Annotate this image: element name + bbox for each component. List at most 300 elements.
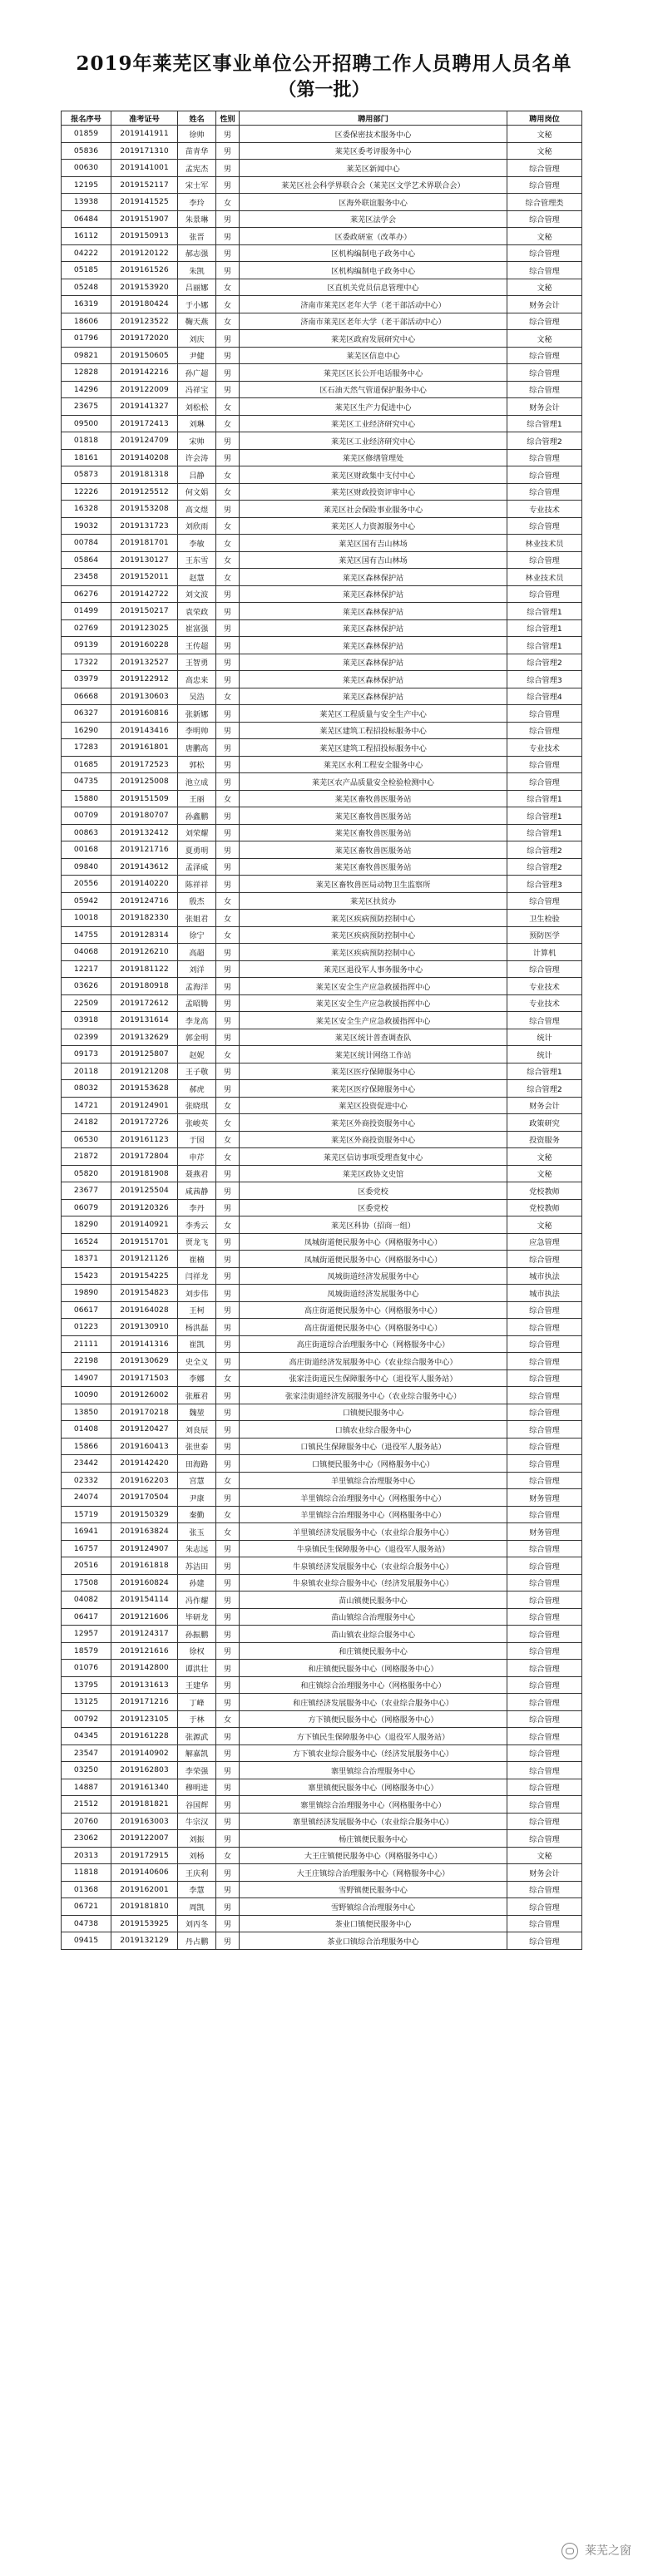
table-cell: 综合管理: [507, 1574, 582, 1591]
table-cell: 23547: [62, 1744, 111, 1762]
table-cell: 2019121208: [111, 1063, 178, 1080]
table-cell: 06079: [62, 1199, 111, 1216]
table-row: [62, 1574, 582, 1591]
table-cell: 04082: [62, 1591, 111, 1609]
table-cell: 19890: [62, 1285, 111, 1302]
table-cell: 2019161526: [111, 262, 178, 279]
table-cell: 综合管理: [507, 1301, 582, 1319]
table-cell: 莱芜区生产力促进中心: [240, 398, 507, 416]
table-cell: 女: [216, 926, 240, 944]
table-cell: 崔凯: [178, 1335, 216, 1353]
table-cell: 池立成: [178, 773, 216, 791]
table-cell: 高忠来: [178, 671, 216, 688]
table-cell: 崔富强: [178, 619, 216, 637]
table-cell: 18606: [62, 313, 111, 330]
table-cell: 06327: [62, 705, 111, 723]
table-cell: 孙鑫鹏: [178, 807, 216, 825]
table-cell: 高庄街道综合治理服务中心（网格服务中心）: [240, 1335, 507, 1353]
table-row: [62, 1097, 582, 1114]
table-cell: 牛宗汉: [178, 1813, 216, 1830]
table-cell: 16524: [62, 1233, 111, 1251]
table-cell: 男: [216, 126, 240, 143]
table-cell: 14296: [62, 381, 111, 398]
table-cell: 2019162001: [111, 1881, 178, 1898]
table-cell: 2019172612: [111, 994, 178, 1012]
table-row: [62, 790, 582, 807]
table-cell: 男: [216, 244, 240, 262]
table-cell: 综合管理: [507, 1762, 582, 1779]
table-cell: 18579: [62, 1642, 111, 1660]
table-row: [62, 756, 582, 773]
table-cell: 2019160824: [111, 1574, 178, 1591]
table-cell: 凤城街道便民服务中心（网格服务中心）: [240, 1233, 507, 1251]
table-cell: 刘良辰: [178, 1421, 216, 1439]
table-cell: 男: [216, 1404, 240, 1421]
table-row: [62, 1029, 582, 1046]
table-cell: 文秘: [507, 1216, 582, 1234]
table-cell: 综合管理: [507, 1438, 582, 1455]
table-row: [62, 1489, 582, 1507]
table-cell: 男: [216, 1779, 240, 1796]
table-cell: 00863: [62, 824, 111, 841]
table-cell: 17508: [62, 1574, 111, 1591]
table-cell: 综合管理: [507, 517, 582, 535]
table-row: [62, 1591, 582, 1609]
table-cell: 男: [216, 1301, 240, 1319]
table-cell: 16941: [62, 1523, 111, 1541]
table-cell: 综合管理: [507, 347, 582, 364]
table-cell: 城市执法: [507, 1285, 582, 1302]
table-cell: 于小娜: [178, 296, 216, 313]
table-cell: 莱芜区工程质量与安全生产中心: [240, 705, 507, 723]
table-cell: 2019181908: [111, 1165, 178, 1182]
table-cell: 2019128314: [111, 926, 178, 944]
table-cell: 女: [216, 1506, 240, 1523]
table-cell: 2019154225: [111, 1267, 178, 1285]
table-cell: 政策研究: [507, 1114, 582, 1132]
table-cell: 18371: [62, 1251, 111, 1268]
table-cell: 01368: [62, 1881, 111, 1898]
table-cell: 莱芜区森林保护站: [240, 569, 507, 586]
table-cell: 2019120122: [111, 244, 178, 262]
table-cell: 综合管理: [507, 1694, 582, 1711]
table-cell: 女: [216, 1148, 240, 1166]
table-cell: 女: [216, 1847, 240, 1864]
table-cell: 李明帅: [178, 722, 216, 739]
table-cell: 鞠天燕: [178, 313, 216, 330]
table-cell: 2019123105: [111, 1710, 178, 1728]
table-cell: 男: [216, 1676, 240, 1694]
table-cell: 寨里镇综合治理服务中心: [240, 1762, 507, 1779]
table-cell: 高庄街道经济发展服务中心（农业综合服务中心）: [240, 1353, 507, 1370]
table-cell: 2019121606: [111, 1608, 178, 1626]
table-cell: 夏勇明: [178, 841, 216, 859]
table-cell: 女: [216, 483, 240, 501]
table-cell: 林业技术员: [507, 535, 582, 552]
table-cell: 综合管理2: [507, 858, 582, 876]
table-row: [62, 1779, 582, 1796]
table-cell: 2019121716: [111, 841, 178, 859]
header-cell: 姓名: [178, 111, 216, 126]
table-cell: 莱芜区畜牧兽医局动物卫生监察所: [240, 876, 507, 893]
table-cell: 综合管理: [507, 1540, 582, 1557]
table-row: [62, 722, 582, 739]
table-row: [62, 1710, 582, 1728]
table-cell: 综合管理3: [507, 876, 582, 893]
table-cell: 男: [216, 671, 240, 688]
table-row: [62, 1626, 582, 1643]
table-cell: 综合管理: [507, 1660, 582, 1677]
table-row: [62, 1796, 582, 1814]
table-cell: 孙建: [178, 1574, 216, 1591]
table-row: [62, 1864, 582, 1882]
table-cell: 综合管理1: [507, 637, 582, 654]
table-cell: 22509: [62, 994, 111, 1012]
table-cell: 2019180707: [111, 807, 178, 825]
table-cell: 男: [216, 841, 240, 859]
table-cell: 专业技术: [507, 501, 582, 518]
table-row: [62, 858, 582, 876]
table-cell: 和庄镇综合治理服务中心（网格服务中心）: [240, 1676, 507, 1694]
table-cell: 2019172523: [111, 756, 178, 773]
table-cell: 男: [216, 1762, 240, 1779]
table-row: [62, 535, 582, 552]
table-cell: 2019122009: [111, 381, 178, 398]
table-cell: 2019140220: [111, 876, 178, 893]
table-cell: 何文娟: [178, 483, 216, 501]
table-cell: 莱芜区农产品质量安全检验检测中心: [240, 773, 507, 791]
table-cell: 20760: [62, 1813, 111, 1830]
table-cell: 男: [216, 1438, 240, 1455]
table-cell: 2019182330: [111, 910, 178, 927]
table-cell: 男: [216, 756, 240, 773]
table-cell: 2019142722: [111, 585, 178, 603]
table-cell: 男: [216, 1182, 240, 1200]
table-cell: 2019160816: [111, 705, 178, 723]
table-cell: 男: [216, 176, 240, 194]
table-cell: 大王庄镇综合治理服务中心（网格服务中心）: [240, 1864, 507, 1882]
table-cell: 2019124317: [111, 1626, 178, 1643]
table-cell: 综合管理: [507, 1779, 582, 1796]
table-cell: 01818: [62, 432, 111, 450]
table-cell: 女: [216, 551, 240, 569]
table-cell: 2019181821: [111, 1796, 178, 1814]
table-cell: 徐权: [178, 1642, 216, 1660]
table-cell: 济南市莱芜区老年大学（老干部活动中心）: [240, 296, 507, 313]
table-cell: 13795: [62, 1676, 111, 1694]
table-cell: 06617: [62, 1301, 111, 1319]
table-cell: 王传超: [178, 637, 216, 654]
table-cell: 2019161228: [111, 1728, 178, 1745]
table-cell: 区石油天然气管道保护服务中心: [240, 381, 507, 398]
table-cell: 张玉: [178, 1523, 216, 1541]
table-row: [62, 1676, 582, 1694]
table-cell: 区机构编制电子政务中心: [240, 244, 507, 262]
table-row: [62, 926, 582, 944]
table-row: [62, 381, 582, 398]
table-cell: 男: [216, 1063, 240, 1080]
table-cell: 女: [216, 1046, 240, 1063]
table-cell: 卫生检验: [507, 910, 582, 927]
table-cell: 宋帅: [178, 432, 216, 450]
table-cell: 男: [216, 1642, 240, 1660]
table-cell: 03918: [62, 1012, 111, 1029]
table-row: [62, 1369, 582, 1387]
table-cell: 00792: [62, 1710, 111, 1728]
header-cell: 报名序号: [62, 111, 111, 126]
header-cell: 性别: [216, 111, 240, 126]
table-row: [62, 1267, 582, 1285]
table-cell: 2019160413: [111, 1438, 178, 1455]
table-cell: 赵妮: [178, 1046, 216, 1063]
table-cell: 01223: [62, 1319, 111, 1336]
table-cell: 张雁君: [178, 1387, 216, 1404]
table-cell: 01685: [62, 756, 111, 773]
table-cell: 莱芜区森林保护站: [240, 585, 507, 603]
table-cell: 23458: [62, 569, 111, 586]
table-cell: 男: [216, 1813, 240, 1830]
table-cell: 06530: [62, 1131, 111, 1148]
table-cell: 02332: [62, 1472, 111, 1489]
table-cell: 2019141327: [111, 398, 178, 416]
table-cell: 2019123025: [111, 619, 178, 637]
table-cell: 04345: [62, 1728, 111, 1745]
table-row: [62, 824, 582, 841]
table-cell: 莱芜区投资促进中心: [240, 1097, 507, 1114]
table-cell: 宫慧: [178, 1472, 216, 1489]
table-cell: 莱芜区委考评服务中心: [240, 142, 507, 160]
table-row: [62, 1523, 582, 1541]
table-cell: 20516: [62, 1557, 111, 1575]
table-cell: 综合管理: [507, 1404, 582, 1421]
table-cell: 2019130629: [111, 1353, 178, 1370]
table-cell: 莱芜区修缮管理处: [240, 449, 507, 466]
table-cell: 2019124901: [111, 1097, 178, 1114]
table-cell: 15719: [62, 1506, 111, 1523]
table-cell: 莱芜区森林保护站: [240, 654, 507, 671]
table-cell: 莱芜区森林保护站: [240, 671, 507, 688]
table-cell: 16319: [62, 296, 111, 313]
table-cell: 2019161801: [111, 739, 178, 757]
table-row: [62, 1251, 582, 1268]
table-cell: 2019153628: [111, 1080, 178, 1098]
table-cell: 综合管理: [507, 1881, 582, 1898]
table-cell: 04068: [62, 944, 111, 961]
table-cell: 05820: [62, 1165, 111, 1182]
table-cell: 男: [216, 1864, 240, 1882]
table-cell: 周凯: [178, 1898, 216, 1916]
table-row: [62, 603, 582, 620]
table-cell: 13938: [62, 194, 111, 211]
table-cell: 综合管理: [507, 1898, 582, 1916]
table-cell: 统计: [507, 1046, 582, 1063]
table-cell: 寨里镇便民服务中心（网格服务中心）: [240, 1779, 507, 1796]
table-cell: 综合管理: [507, 1642, 582, 1660]
table-cell: 23442: [62, 1455, 111, 1473]
table-cell: 苗山镇农业综合服务中心: [240, 1626, 507, 1643]
table-cell: 财务会计: [507, 1864, 582, 1882]
table-cell: 专业技术: [507, 994, 582, 1012]
table-cell: 区海外联谊服务中心: [240, 194, 507, 211]
table-row: [62, 398, 582, 416]
table-cell: 殷杰: [178, 892, 216, 910]
table-cell: 女: [216, 517, 240, 535]
table-cell: 莱芜区森林保护站: [240, 688, 507, 705]
table-cell: 区委党校: [240, 1182, 507, 1200]
table-row: [62, 1830, 582, 1848]
table-cell: 综合管理2: [507, 1080, 582, 1098]
table-cell: 文秘: [507, 1148, 582, 1166]
table-cell: 12217: [62, 960, 111, 978]
table-cell: 羊里镇综合治理服务中心: [240, 1472, 507, 1489]
table-cell: 莱芜区财政投资评审中心: [240, 483, 507, 501]
table-cell: 女: [216, 535, 240, 552]
table-cell: 男: [216, 858, 240, 876]
table-cell: 2019153208: [111, 501, 178, 518]
watermark: [561, 2542, 631, 2559]
table-cell: 15423: [62, 1267, 111, 1285]
table-row: [62, 1216, 582, 1234]
table-cell: 06668: [62, 688, 111, 705]
table-row: [62, 483, 582, 501]
table-cell: 2019180424: [111, 296, 178, 313]
table-row: [62, 1744, 582, 1762]
table-cell: 男: [216, 637, 240, 654]
table-cell: 综合管理4: [507, 688, 582, 705]
table-cell: 2019171503: [111, 1369, 178, 1387]
table-cell: 2019131613: [111, 1676, 178, 1694]
table-cell: 莱芜区畜牧兽医服务站: [240, 841, 507, 859]
table-row: [62, 1114, 582, 1132]
table-row: [62, 1472, 582, 1489]
table-cell: 莱芜区国有吉山林场: [240, 551, 507, 569]
table-cell: 男: [216, 210, 240, 228]
table-cell: 综合管理2: [507, 654, 582, 671]
table-cell: 2019121126: [111, 1251, 178, 1268]
table-row: [62, 671, 582, 688]
table-cell: 2019141911: [111, 126, 178, 143]
table-row: [62, 1199, 582, 1216]
table-cell: 文秘: [507, 330, 582, 348]
table-cell: 王智勇: [178, 654, 216, 671]
table-row: [62, 1301, 582, 1319]
table-cell: 综合管理: [507, 364, 582, 382]
table-cell: 莱芜区安全生产应急救援指挥中心: [240, 978, 507, 995]
table-cell: 综合管理: [507, 722, 582, 739]
table-cell: 男: [216, 1898, 240, 1916]
table-cell: 李丹: [178, 1199, 216, 1216]
table-cell: 男: [216, 1489, 240, 1507]
table-cell: 专业技术: [507, 739, 582, 757]
table-cell: 党校教师: [507, 1182, 582, 1200]
table-cell: 朱凯: [178, 262, 216, 279]
table-row: [62, 807, 582, 825]
table-cell: 男: [216, 228, 240, 245]
table-cell: 唐鹏高: [178, 739, 216, 757]
table-cell: 尹康: [178, 1489, 216, 1507]
table-cell: 宋士军: [178, 176, 216, 194]
table-cell: 2019141001: [111, 160, 178, 177]
table-cell: 方下镇民生保障服务中心（退役军人服务站）: [240, 1728, 507, 1745]
table-cell: 04222: [62, 244, 111, 262]
table-row: [62, 466, 582, 484]
table-cell: 刘振: [178, 1830, 216, 1848]
table-cell: 莱芜区新闻中心: [240, 160, 507, 177]
table-cell: 02769: [62, 619, 111, 637]
table-cell: 男: [216, 1881, 240, 1898]
table-cell: 莱芜区森林保护站: [240, 603, 507, 620]
table-cell: 综合管理1: [507, 1063, 582, 1080]
table-cell: 23677: [62, 1182, 111, 1200]
table-cell: 2019172804: [111, 1148, 178, 1166]
table-cell: 16290: [62, 722, 111, 739]
table-cell: 羊里镇综合治理服务中心（网格服务中心）: [240, 1506, 507, 1523]
table-cell: 综合管理: [507, 1369, 582, 1387]
table-cell: 寨里镇综合治理服务中心（网格服务中心）: [240, 1796, 507, 1814]
table-cell: 方下镇农业综合服务中心（经济发展服务中心）: [240, 1744, 507, 1762]
table-cell: 00168: [62, 841, 111, 859]
table-cell: 2019162203: [111, 1472, 178, 1489]
table-cell: 莱芜区信访事项受理查复中心: [240, 1148, 507, 1166]
table-cell: 冯祥宝: [178, 381, 216, 398]
table-cell: 男: [216, 1080, 240, 1098]
table-cell: 综合管理: [507, 960, 582, 978]
table-cell: 综合管理: [507, 160, 582, 177]
table-cell: 王建华: [178, 1676, 216, 1694]
table-cell: 男: [216, 142, 240, 160]
table-row: [62, 960, 582, 978]
table-cell: 男: [216, 1319, 240, 1336]
table-cell: 谭洪壮: [178, 1660, 216, 1677]
table-cell: 应急管理: [507, 1233, 582, 1251]
table-cell: 刘松松: [178, 398, 216, 416]
table-cell: 2019141525: [111, 194, 178, 211]
document-title: 2019年莱芜区事业单位公开招聘工作人员聘用人员名单: [76, 52, 572, 75]
table-row: [62, 1148, 582, 1166]
table-cell: 2019180918: [111, 978, 178, 995]
table-row: [62, 1608, 582, 1626]
table-cell: 丹占鹏: [178, 1932, 216, 1950]
table-cell: 2019181122: [111, 960, 178, 978]
table-cell: 14887: [62, 1779, 111, 1796]
table-cell: 2019151907: [111, 210, 178, 228]
table-cell: 男: [216, 1574, 240, 1591]
table-cell: 16328: [62, 501, 111, 518]
watermark-label: 莱芜之窗: [585, 2544, 631, 2558]
table-cell: 综合管理: [507, 1932, 582, 1950]
table-cell: 2019161340: [111, 1779, 178, 1796]
table-cell: 男: [216, 1744, 240, 1762]
table-cell: 12226: [62, 483, 111, 501]
table-row: [62, 194, 582, 211]
table-cell: 综合管理: [507, 313, 582, 330]
table-cell: 王丽: [178, 790, 216, 807]
table-cell: 口镇便民服务中心（网格服务中心）: [240, 1455, 507, 1473]
table-row: [62, 449, 582, 466]
table-cell: 综合管理: [507, 705, 582, 723]
table-cell: 2019163003: [111, 1813, 178, 1830]
table-cell: 牛泉镇经济发展服务中心（农业综合服务中心）: [240, 1557, 507, 1575]
table-cell: 2019130603: [111, 688, 178, 705]
table-cell: 张家洼街道民生保障服务中心（退役军人服务站）: [240, 1369, 507, 1387]
table-cell: 2019154823: [111, 1285, 178, 1302]
table-cell: 2019161123: [111, 1131, 178, 1148]
table-row: [62, 160, 582, 177]
table-cell: 男: [216, 603, 240, 620]
table-cell: 莱芜区水利工程安全服务中心: [240, 756, 507, 773]
table-row: [62, 1165, 582, 1182]
table-cell: 莱芜区疾病预防控制中心: [240, 944, 507, 961]
